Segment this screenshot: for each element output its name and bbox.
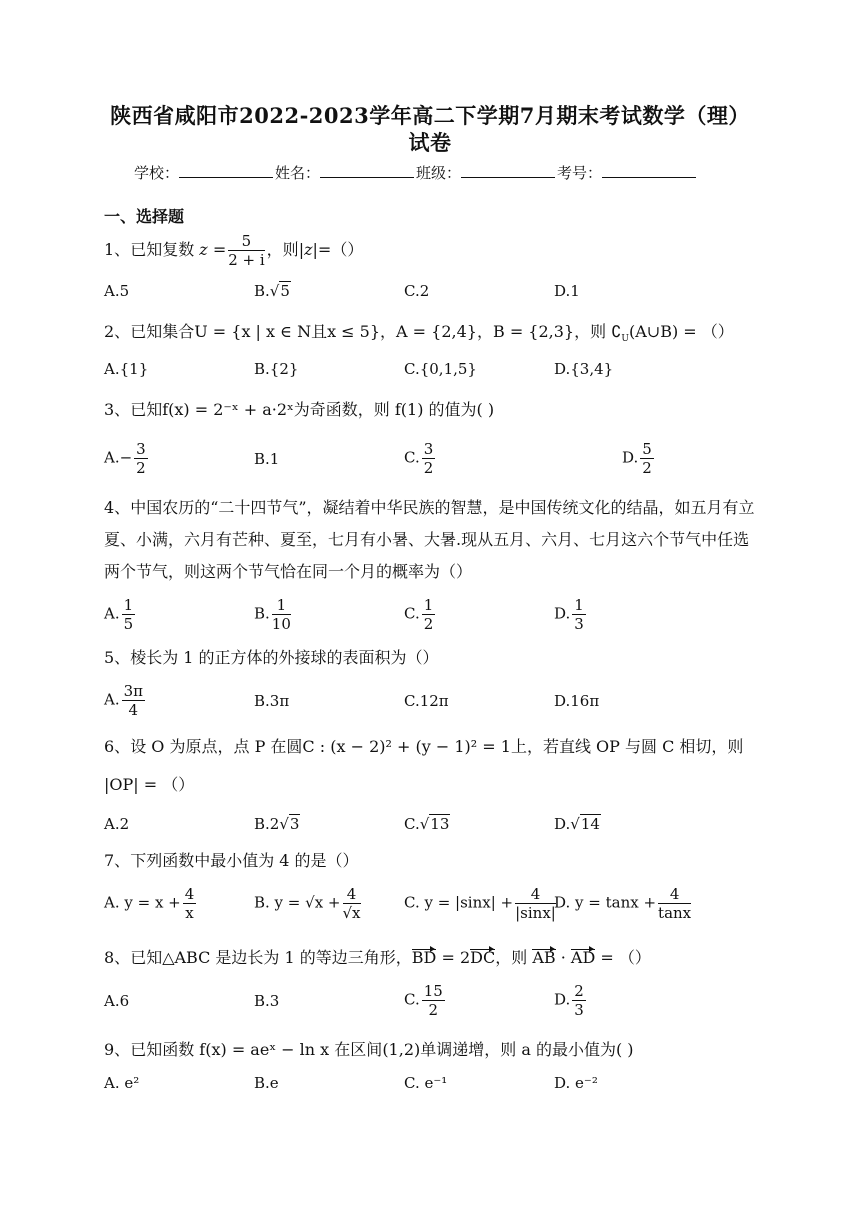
option-a[interactable]: A. $\frac{1}{5}$ bbox=[104, 596, 134, 633]
question-number: 7、 bbox=[104, 851, 131, 870]
question-text: 中国农历的“二十四节气”，凝结着中华民族的智慧，是中国传统文化的结晶，如五月有立夏、小满，六月有芒种、夏至，七月有小暑、大暑.现从五月、六月、七月这六个节气中任选两个节气，则这两个节气恰在同一个月的概率为（） bbox=[104, 498, 755, 581]
math-expr: (A∪B) = （） bbox=[628, 322, 734, 341]
math-expr: (1,2) bbox=[382, 1040, 421, 1059]
math-expr: z = bbox=[199, 240, 227, 259]
option-b[interactable]: B.√5 bbox=[254, 282, 290, 300]
name-blank[interactable] bbox=[320, 163, 414, 178]
options-q2 bbox=[104, 360, 764, 400]
question-6-line-2 bbox=[104, 773, 194, 797]
question-text: 下列函数中最小值为 4 的是（） bbox=[130, 851, 359, 870]
question-4 bbox=[104, 492, 756, 588]
option-b[interactable]: B.2√3 bbox=[254, 815, 300, 833]
option-c[interactable]: C.12π bbox=[404, 692, 449, 710]
option-a[interactable]: A.5 bbox=[104, 282, 130, 300]
question-number: 1、 bbox=[104, 240, 131, 259]
question-text: 已知集合 bbox=[130, 322, 195, 341]
options-q9 bbox=[104, 1074, 764, 1114]
option-d[interactable]: D.√14 bbox=[554, 815, 600, 833]
options-q5 bbox=[104, 682, 764, 722]
question-text: 单调递增，则 a 的最小值为( ) bbox=[420, 1040, 634, 1059]
question-number: 4、 bbox=[104, 498, 131, 517]
option-c[interactable]: C.2 bbox=[404, 282, 430, 300]
question-5 bbox=[104, 646, 439, 670]
exam-title: 陕西省咸阳市2022-2023学年高二下学期7月期末考试数学（理）试卷 bbox=[110, 103, 750, 155]
options-q1 bbox=[104, 282, 764, 322]
option-a[interactable]: A.− $\frac{3}{2}$ bbox=[104, 440, 146, 477]
math-expr: |z| bbox=[298, 240, 318, 259]
option-a[interactable]: A.2 bbox=[104, 815, 130, 833]
question-2: 2、已知集合U = {x | x ∈ N且x ≤ 5}，A = {2,4}，B = {2,3}，则 $∁_U(A\cup B)$ = （） bbox=[104, 322, 734, 345]
option-c[interactable]: C. e⁻¹ bbox=[404, 1074, 448, 1092]
question-text: 棱长为 1 的正方体的外接球的表面积为（） bbox=[130, 648, 439, 667]
option-d[interactable]: D. e⁻² bbox=[554, 1074, 598, 1092]
option-b[interactable]: B.3 bbox=[254, 992, 280, 1010]
vector-bd: BD bbox=[411, 948, 437, 967]
option-c[interactable]: C.√13 bbox=[404, 815, 450, 833]
options-q8 bbox=[104, 982, 764, 1022]
fraction: $\frac{5}{2 + i}$ bbox=[228, 232, 265, 269]
question-text: 设 O 为原点，点 P 在圆 bbox=[130, 737, 303, 756]
option-c[interactable]: C.{0,1,5} bbox=[404, 360, 477, 378]
option-b[interactable]: B. y = √x + $\frac{4}{√x}$ bbox=[254, 885, 361, 922]
option-b[interactable]: B.1 bbox=[254, 450, 280, 468]
class-blank[interactable] bbox=[461, 163, 555, 178]
vector-ab: AB bbox=[532, 948, 556, 967]
option-d[interactable]: D. $\frac{1}{3}$ bbox=[554, 596, 584, 633]
question-text: 已知 bbox=[130, 400, 163, 419]
question-text: 为奇函数，则 f(1) 的值为( ) bbox=[293, 400, 495, 419]
name-label: 姓名： bbox=[275, 164, 321, 182]
question-1 bbox=[104, 232, 363, 269]
question-text: ，则 bbox=[266, 240, 299, 259]
question-text: 已知△ABC 是边长为 1 的等边三角形， bbox=[130, 948, 412, 967]
question-8: 8、已知△ABC 是边长为 1 的等边三角形，BD = 2DC，则 AB · AD = （） bbox=[104, 948, 651, 967]
math-expr: f(x) = 2⁻ˣ + a·2ˣ bbox=[162, 400, 294, 419]
math-expr: U = {x | x ∈ N且x ≤ 5}，A = {2,4}，B = {2,3}，则 ∁ bbox=[194, 322, 622, 341]
math-expr: C : (x − 2)² + (y − 1)² = 1 bbox=[302, 737, 511, 756]
question-7 bbox=[104, 849, 359, 873]
options-q4 bbox=[104, 596, 764, 636]
options-q3 bbox=[104, 440, 764, 480]
school-label: 学校： bbox=[134, 164, 180, 182]
option-d[interactable]: D.1 bbox=[554, 282, 580, 300]
question-number: 8、 bbox=[104, 948, 131, 967]
question-number: 3、 bbox=[104, 400, 131, 419]
option-d[interactable]: D. y = tanx + $\frac{4}{\tan x}$ bbox=[554, 885, 692, 922]
question-3 bbox=[104, 398, 494, 422]
option-d[interactable]: D.{3,4} bbox=[554, 360, 614, 378]
question-number: 2、 bbox=[104, 322, 131, 341]
option-a[interactable]: A.6 bbox=[104, 992, 130, 1010]
option-a[interactable]: A. y = x + $\frac{4}{x}$ bbox=[104, 885, 195, 922]
math-expr: f(x) = aeˣ − ln x bbox=[199, 1040, 330, 1059]
number-label: 考号： bbox=[557, 164, 603, 182]
option-b[interactable]: B.e bbox=[254, 1074, 279, 1092]
vector-ad: AD bbox=[570, 948, 596, 967]
question-number: 5、 bbox=[104, 648, 131, 667]
option-c[interactable]: C. $\frac{1}{2}$ bbox=[404, 596, 434, 633]
option-b[interactable]: B.{2} bbox=[254, 360, 299, 378]
question-text: 已知函数 bbox=[130, 1040, 195, 1059]
math-expr: |OP| = （） bbox=[104, 775, 195, 794]
question-text: 上，若直线 OP 与圆 C 相切，则 bbox=[510, 737, 744, 756]
option-b[interactable]: B.3π bbox=[254, 692, 290, 710]
question-text: =（） bbox=[317, 240, 364, 259]
class-label: 班级： bbox=[416, 164, 462, 182]
option-a[interactable]: A. e² bbox=[104, 1074, 140, 1092]
question-9 bbox=[104, 1038, 634, 1062]
school-blank[interactable] bbox=[179, 163, 273, 178]
question-text: 已知复数 bbox=[130, 240, 195, 259]
question-6 bbox=[104, 735, 743, 759]
option-b[interactable]: B. $\frac{1}{10}$ bbox=[254, 596, 291, 633]
section-title: 一、选择题 bbox=[104, 207, 185, 226]
number-blank[interactable] bbox=[602, 163, 696, 178]
option-c[interactable]: C. $\frac{3}{2}$ bbox=[404, 440, 434, 477]
option-c[interactable]: C. y = |sinx| + $\frac{4}{|\sin x|}$ bbox=[404, 885, 556, 922]
question-text: 在区间 bbox=[334, 1040, 383, 1059]
option-c[interactable]: C. $\frac{15}{2}$ bbox=[404, 982, 443, 1019]
question-number: 9、 bbox=[104, 1040, 131, 1059]
option-d[interactable]: D. $\frac{2}{3}$ bbox=[554, 982, 584, 1019]
option-a[interactable]: A.{1} bbox=[104, 360, 149, 378]
option-d[interactable]: D. $\frac{5}{2}$ bbox=[622, 440, 652, 477]
vector-dc: DC bbox=[470, 948, 496, 967]
question-number: 6、 bbox=[104, 737, 131, 756]
options-q7 bbox=[104, 885, 764, 925]
student-info-line bbox=[134, 162, 698, 183]
option-a[interactable]: A. $\frac{3\pi}{4}$ bbox=[104, 682, 144, 719]
option-d[interactable]: D.16π bbox=[554, 692, 600, 710]
